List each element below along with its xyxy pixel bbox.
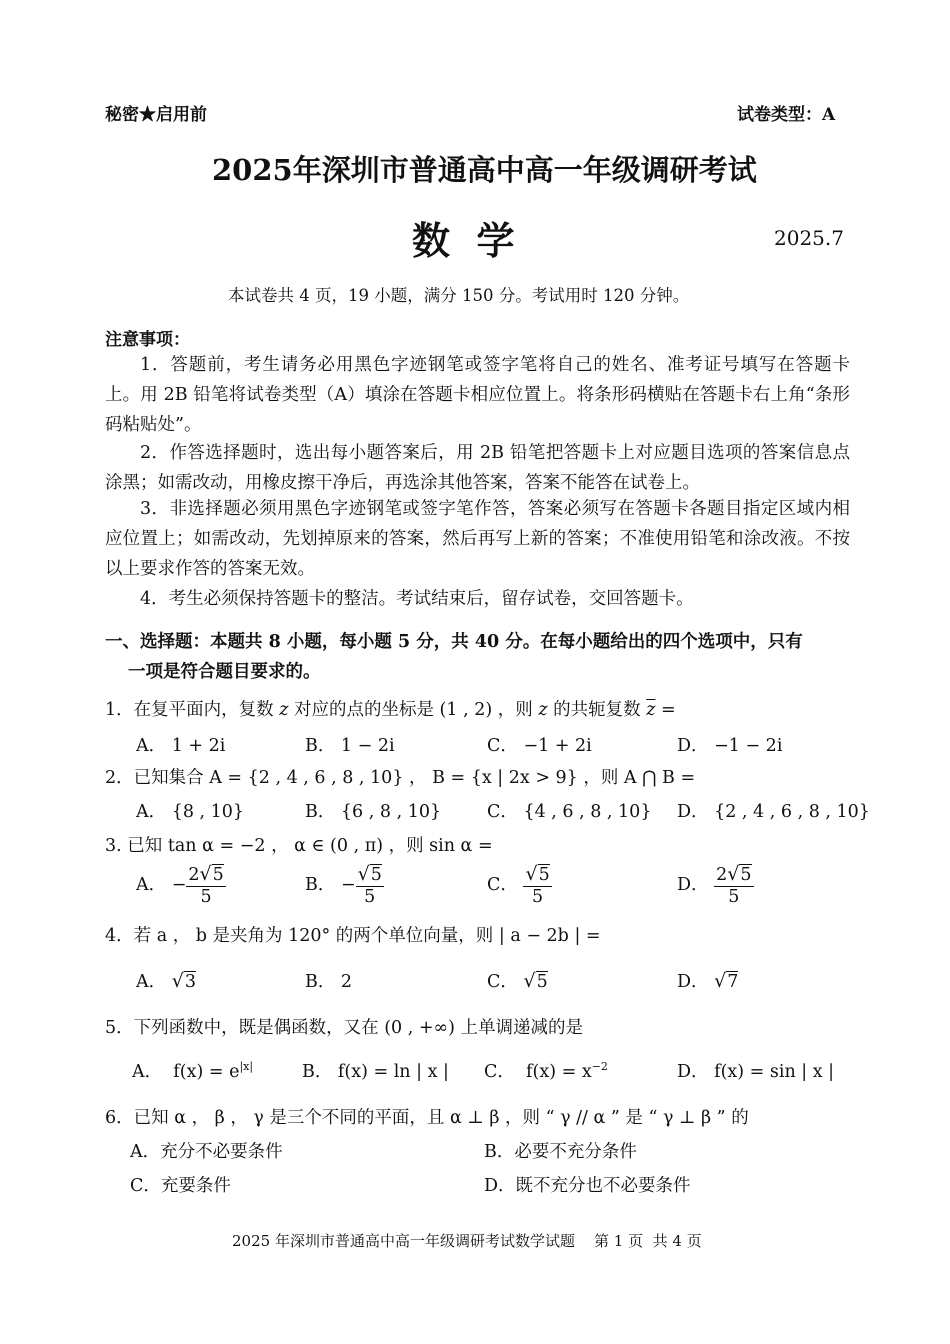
exam-title: 2025年深圳市普通高中高一年级调研考试	[212, 153, 757, 187]
question-4-option-b[interactable]: B． 2	[305, 972, 353, 992]
question-5-option-b[interactable]: B． f(x) = ln | x |	[302, 1062, 449, 1082]
question-5-stem: 5．下列函数中，既是偶函数，又在 (0 , +∞) 上单调递减的是	[105, 1018, 583, 1038]
question-4-stem: 4．若 a ， b 是夹角为 120° 的两个单位向量，则 | a − 2b | =	[105, 926, 601, 946]
question-4-option-a[interactable]: A． √3	[136, 970, 196, 992]
question-4-option-d[interactable]: D． √7	[677, 970, 739, 992]
question-6-option-c[interactable]: C．充要条件	[130, 1176, 231, 1196]
question-3-option-c[interactable]: C． $\frac{√5}{5}$	[487, 863, 550, 907]
question-1-option-a[interactable]: A． 1 + 2i	[136, 736, 226, 756]
question-2-option-c[interactable]: C． {4 , 6 , 8 , 10}	[487, 802, 652, 822]
exam-summary: 本试卷共 4 页，19 小题，满分 150 分。考试用时 120 分钟。	[228, 286, 690, 305]
question-1-option-c[interactable]: C． −1 + 2i	[487, 736, 592, 756]
question-6-option-b[interactable]: B．必要不充分条件	[484, 1142, 637, 1162]
question-6-stem: 6．已知 α ， β ， γ 是三个不同的平面，且 α ⊥ β ，则 “ γ // α ” 是 “ γ ⊥ β ” 的	[105, 1108, 749, 1128]
question-1-option-b[interactable]: B． 1 − 2i	[305, 736, 395, 756]
question-5-option-c[interactable]: C． $f(x) = x^{-2}$	[484, 1060, 608, 1082]
section-1-heading-cont: 一项是符合题目要求的。	[128, 662, 321, 682]
question-4-option-c[interactable]: C． √5	[487, 970, 548, 992]
question-3-option-b[interactable]: B． − $\frac{√5}{5}$	[305, 863, 382, 907]
question-2-option-a[interactable]: A． {8 , 10}	[136, 802, 245, 822]
question-3-stem: 3. 已知 tan α = −2 ， α ∈ (0 , π) ，则 sin α =	[105, 836, 493, 856]
page-footer: 2025 年深圳市普通高中高一年级调研考试数学试题 第 1 页 共 4 页	[232, 1232, 702, 1250]
notice-item-3: 3．非选择题必须用黑色字迹钢笔或签字笔作答，答案必须写在答题卡各题目指定区域内相应位置上；如需改动，先划掉原来的答案，然后再写上新的答案；不准使用铅笔和涂改液。不按以上要求作答的答案无效。	[105, 499, 850, 579]
question-3-option-a[interactable]: A． − $\frac{2√5}{5}$	[136, 863, 224, 907]
question-2-option-b[interactable]: B． {6 , 8 , 10}	[305, 802, 442, 822]
question-3-option-d[interactable]: D． $\frac{2√5}{5}$	[677, 863, 752, 907]
question-5-option-d[interactable]: D． f(x) = sin | x |	[677, 1062, 835, 1082]
question-2-stem: 2．已知集合 A = {2 , 4 , 6 , 8 , 10} ， B = {x | 2x > 9} ，则 A ⋂ B =	[105, 768, 696, 788]
notice-item-1: 1．答题前，考生请务必用黑色字迹钢笔或签字笔将自己的姓名、准考证号填写在答题卡上。用 2B 铅笔将试卷类型（A）填涂在答题卡相应位置上。将条形码横贴在答题卡右上角“条形码粘贴处”。	[105, 355, 850, 435]
notice-item-2: 2．作答选择题时，选出每小题答案后，用 2B 铅笔把答题卡上对应题目选项的答案信息点涂黑；如需改动，用橡皮擦干净后，再选涂其他答案，答案不能答在试卷上。	[105, 443, 850, 493]
question-5-option-a[interactable]: A． $f(x) = e^{|x|}$	[132, 1060, 254, 1082]
subject-title: 数 学	[412, 218, 515, 263]
question-6-option-d[interactable]: D．既不充分也不必要条件	[484, 1176, 691, 1196]
notice-item-4: 4．考生必须保持答题卡的整洁。考试结束后，留存试卷，交回答题卡。	[140, 589, 694, 609]
section-1-heading: 一、选择题：本题共 8 小题，每小题 5 分，共 40 分。在每小题给出的四个选项中，只有	[105, 632, 803, 652]
secret-label: 秘密★启用前	[105, 105, 207, 125]
exam-date: 2025.7	[774, 226, 844, 250]
question-1-stem: 1．在复平面内，复数 z 对应的点的坐标是 (1 , 2) ，则 z 的共轭复数 $\overline{z}$ =	[105, 700, 676, 720]
question-2-option-d[interactable]: D． {2 , 4 , 6 , 8 , 10}	[677, 802, 870, 822]
paper-type-label: 试卷类型：A	[737, 105, 836, 125]
notice-heading: 注意事项：	[105, 330, 190, 350]
question-6-option-a[interactable]: A．充分不必要条件	[130, 1142, 283, 1162]
question-1-option-d[interactable]: D． −1 − 2i	[677, 736, 783, 756]
